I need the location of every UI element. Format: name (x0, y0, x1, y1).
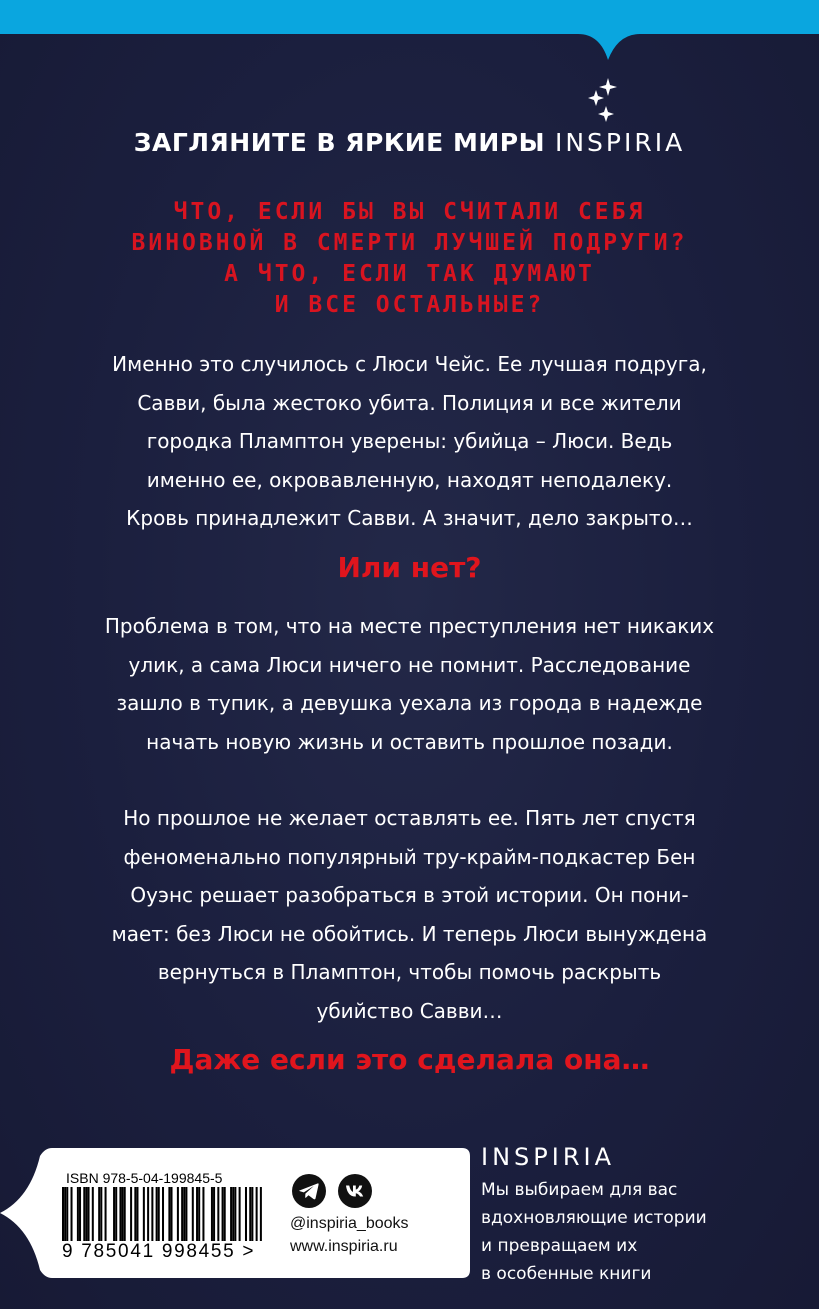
publisher-brand: INSPIRIA (481, 1143, 615, 1171)
question-heading: Или нет? (337, 551, 482, 584)
slogan-line: в особенные книги (481, 1264, 652, 1284)
synopsis-line: феноменально популярный тру-крайм-подкастер Бен (123, 844, 696, 869)
isbn-number: ISBN 978-5-04-199845-5 (66, 1170, 223, 1186)
closing-heading: Даже если это сделала она… (169, 1043, 650, 1076)
vk-icon[interactable] (338, 1174, 372, 1208)
synopsis-line: Но прошлое не желает оставлять ее. Пять лет спустя (123, 806, 696, 830)
slogan-line: Мы выбираем для вас (481, 1180, 678, 1200)
synopsis-paragraph-2 (0, 607, 819, 761)
synopsis-line: Оуэнс решает разобраться в этой истории. Он пони- (130, 883, 689, 907)
slogan-line: и превращаем их (481, 1236, 638, 1256)
barcode (62, 1187, 262, 1241)
teaser-line: ВИНОВНОЙ В СМЕРТИ ЛУЧШЕЙ ПОДРУГИ? (131, 230, 688, 256)
telegram-icon[interactable] (292, 1174, 326, 1208)
series-header (0, 128, 819, 157)
synopsis-line: мает: без Люси не обойтись. И теперь Люси вынуждена (111, 921, 708, 946)
social-handle[interactable]: @inspiria_books (290, 1215, 409, 1232)
synopsis-paragraph-1 (0, 345, 819, 538)
synopsis-line: Именно это случилось с Люси Чейс. Ее лучшая подруга, (112, 352, 707, 376)
top-color-band (0, 0, 819, 80)
synopsis-line: городка Пламптон уверены: убийца – Люси. Ведь (146, 429, 673, 453)
synopsis-line: Кровь принадлежит Савви. А значит, дело закрыто… (126, 506, 693, 530)
website-link[interactable]: www.inspiria.ru (290, 1238, 398, 1255)
synopsis-line: вернуться в Пламптон, чтобы помочь раскрыть (157, 960, 662, 984)
synopsis-line: зашло в тупик, а девушка уехала из города в надежде (116, 691, 703, 715)
publisher-slogan (481, 1176, 707, 1288)
teaser-question (0, 197, 819, 321)
series-header-brand: INSPIRIA (554, 128, 686, 157)
series-header-prefix: ЗАГЛЯНИТЕ В ЯРКИЕ МИРЫ (133, 128, 545, 157)
teaser-line: И ВСЕ ОСТАЛЬНЫЕ? (274, 292, 545, 318)
teaser-line: ЧТО, ЕСЛИ БЫ ВЫ СЧИТАЛИ СЕБЯ (173, 199, 646, 225)
synopsis-line: именно ее, окровавленную, находят неподалеку. (146, 467, 673, 492)
slogan-line: вдохновляющие истории (481, 1208, 707, 1228)
synopsis-line: улик, а сама Люси ничего не помнит. Расследование (128, 652, 691, 677)
teaser-line: А ЧТО, ЕСЛИ ТАК ДУМАЮТ (224, 261, 595, 287)
barcode-digits: 9 785041 998455 > (62, 1241, 256, 1262)
synopsis-paragraph-3 (0, 799, 819, 1030)
synopsis-line: начать новую жизнь и оставить прошлое позади. (146, 729, 673, 754)
sparkle-icon (586, 76, 626, 126)
synopsis-line: Проблема в том, что на месте преступления нет никаких (104, 614, 715, 638)
synopsis-line: убийство Савви… (316, 998, 503, 1023)
synopsis-line: Савви, была жестоко убита. Полиция и все жители (137, 390, 682, 415)
